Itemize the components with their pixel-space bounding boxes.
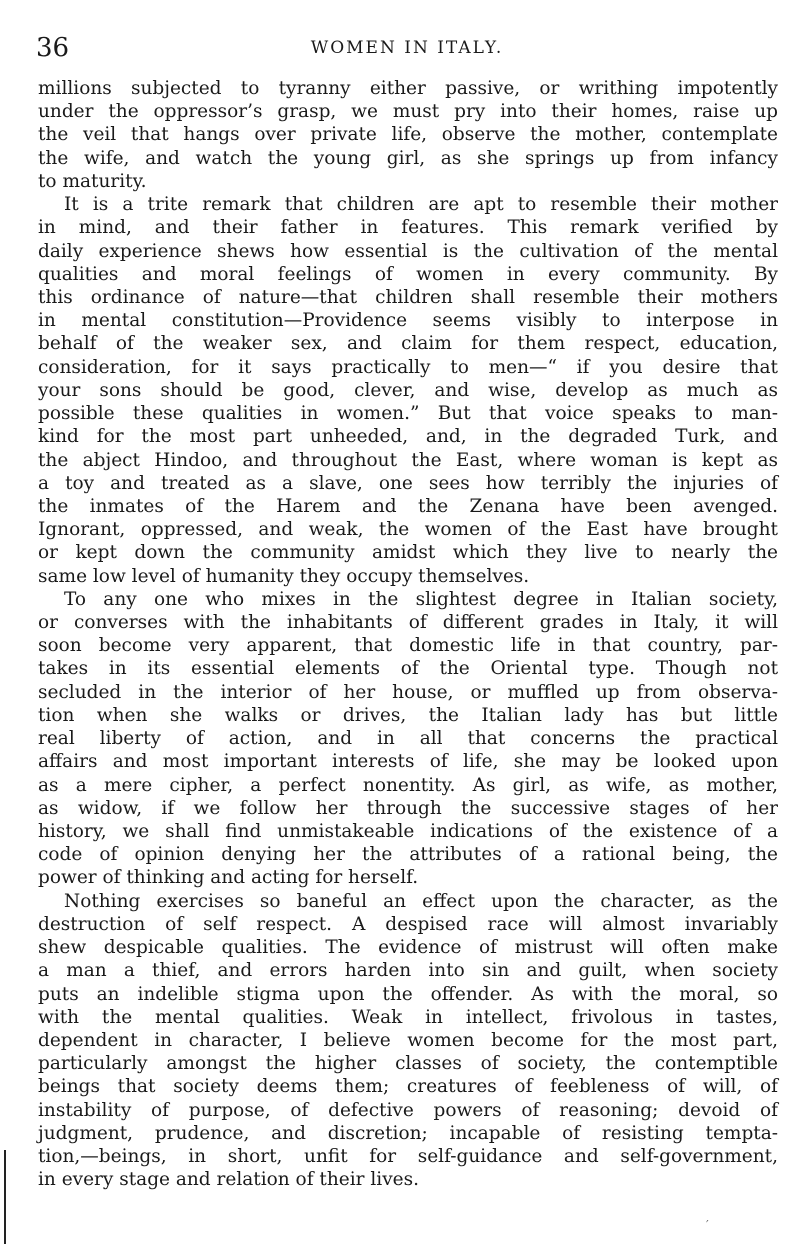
- stray-mark: ′: [706, 1218, 709, 1232]
- text-line: It is a trite remark that children are apt to resemble their mother: [64, 194, 778, 216]
- text-line: Nothing exercises so baneful an effect upon the character, as the: [64, 890, 778, 912]
- text-line: a toy and treated as a slave, one sees how terribly the injuries of: [38, 472, 778, 494]
- text-line: consideration, for it says practically to men—“ if you desire that: [38, 356, 778, 378]
- page-header: [36, 30, 778, 66]
- text-line: history, we shall find unmistakeable indications of the existence of a: [38, 821, 778, 842]
- body-text: [38, 77, 778, 1192]
- text-line: tion when she walks or drives, the Italian lady has but little: [38, 704, 778, 726]
- text-line: as widow, if we follow her through the successive stages of her: [38, 797, 778, 819]
- text-line: this ordinance of nature—that children shall resemble their mothers: [38, 286, 778, 308]
- text-line: takes in its essential elements of the Oriental type. Though not: [38, 658, 778, 680]
- text-line: To any one who mixes in the slightest degree in Italian society,: [64, 588, 778, 610]
- text-line: with the mental qualities. Weak in intellect, frivolous in tastes,: [38, 1006, 778, 1028]
- text-line: the abject Hindoo, and throughout the East, where woman is kept as: [38, 449, 778, 471]
- text-line: particularly amongst the higher classes of society, the contemptible: [38, 1053, 778, 1075]
- text-line: or kept down the community amidst which they live to nearly the: [38, 542, 778, 564]
- text-line: beings that society deems them; creatures of feebleness of will, of: [38, 1076, 778, 1098]
- text-line: dependent in character, I believe women become for the most part,: [38, 1029, 778, 1051]
- text-line: real liberty of action, and in all that concerns the practical: [38, 728, 778, 750]
- text-line: Ignorant, oppressed, and weak, the women of the East have brought: [38, 519, 778, 541]
- text-line: same low level of humanity they occupy themselves.: [38, 565, 530, 587]
- text-line: under the oppressor’s grasp, we must pry into their homes, raise up: [38, 101, 778, 123]
- text-line: judgment, prudence, and discretion; incapable of resisting tempta-: [38, 1122, 778, 1144]
- text-line: as a mere cipher, a perfect nonentity. As girl, as wife, as mother,: [38, 774, 778, 796]
- text-line: qualities and moral feelings of women in every community. By: [38, 263, 778, 285]
- margin-rule: [4, 1150, 6, 1244]
- text-line: the wife, and watch the young girl, as she springs up from infancy: [38, 147, 778, 169]
- text-line: a man a thief, and errors harden into sin and guilt, when society: [38, 960, 778, 982]
- text-line: destruction of self respect. A despised race will almost invariably: [38, 913, 778, 935]
- text-line: millions subjected to tyranny either passive, or writhing impotently: [38, 78, 778, 99]
- text-line: daily experience shews how essential is the cultivation of the mental: [38, 240, 778, 262]
- text-line: the inmates of the Harem and the Zenana have been avenged.: [38, 495, 778, 517]
- text-line: power of thinking and acting for herself.: [38, 867, 419, 889]
- text-line: code of opinion denying her the attributes of a rational being, the: [38, 844, 778, 866]
- text-line: your sons should be good, clever, and wise, develop as much as: [38, 379, 778, 401]
- text-line: possible these qualities in women.” But that voice speaks to man-: [38, 403, 778, 425]
- text-line: kind for the most part unheeded, and, in the degraded Turk, and: [38, 426, 778, 448]
- text-line: in mind, and their father in features. This remark verified by: [38, 217, 778, 239]
- page-number: 36: [36, 33, 70, 63]
- text-line: tion,—beings, in short, unfit for self-guidance and self-government,: [38, 1146, 778, 1168]
- text-line: in every stage and relation of their lives.: [38, 1169, 419, 1191]
- text-line: puts an indelible stigma upon the offender. As with the moral, so: [38, 983, 778, 1005]
- text-line: shew despicable qualities. The evidence of mistrust will often make: [38, 937, 778, 959]
- running-title: WOMEN IN ITALY.: [310, 38, 504, 58]
- text-line: instability of purpose, of defective powers of reasoning; devoid of: [38, 1099, 778, 1121]
- text-line: behalf of the weaker sex, and claim for them respect, education,: [38, 333, 778, 355]
- text-line: affairs and most important interests of life, she may be looked upon: [38, 751, 778, 773]
- text-line: soon become very apparent, that domestic life in that country, par-: [38, 635, 778, 657]
- text-line: in mental constitution—Providence seems visibly to interpose in: [38, 310, 778, 332]
- text-line: secluded in the interior of her house, or muffled up from observa-: [38, 681, 778, 703]
- text-line: to maturity.: [38, 170, 147, 192]
- text-line: the veil that hangs over private life, observe the mother, contemplate: [38, 124, 778, 146]
- text-line: or converses with the inhabitants of different grades in Italy, it will: [38, 612, 778, 634]
